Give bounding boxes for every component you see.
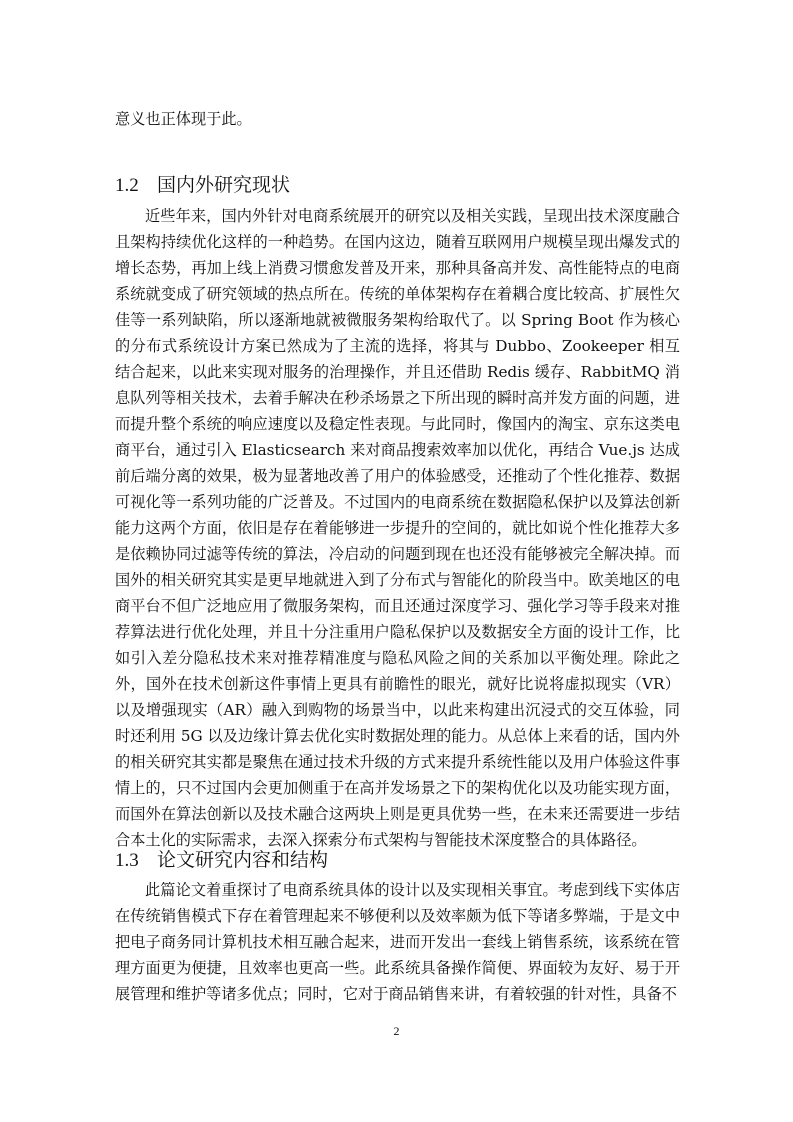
section-title: 论文研究内容和结构 xyxy=(157,849,329,871)
intro-line: 意义也正体现于此。 xyxy=(115,110,252,128)
section-title: 国内外研究现状 xyxy=(157,174,291,196)
section-heading-1-3 xyxy=(115,847,328,874)
section-heading-1-2 xyxy=(115,172,290,199)
section-1-3-paragraph: 此篇论文着重探讨了电商系统具体的设计以及实现相关事宜。考虑到线下实体店在传统销售模式下存在着管理起来不够便利以及效率颇为低下等诸多弊端，于是文中把电子商务同计算机技术相互融合起来，进而开发出一套线上销售系统，该系统在管理方面更为便捷，且效率也更高一些。此系统具备操作简便、界面较为友好、易于开展管理和维护等诸多优点；同时，它对于商品销售来讲，有着较强的针对性，具备不 xyxy=(115,881,680,1003)
section-1-2-paragraph: 近些年来，国内外针对电商系统展开的研究以及相关实践，呈现出技术深度融合且架构持续优化这样的一种趋势。在国内这边，随着互联网用户规模呈现出爆发式的增长态势，再加上线上消费习惯愈发普及开来，那种具备高并发、高性能特点的电商系统就变成了研究领域的热点所在。传统的单体架构存在着耦合度比较高、扩展性欠佳等一系列缺陷，所以逐渐地就被微服务架构给取代了。以 Spring Boot 作为核心的分布式系统设计方案已然成为了主流的选择，将其与 Dubbo、Zookeeper 相互结合起来，以此来实现对服务的治理操作，并且还借助 Redis 缓存、RabbitMQ 消息队列等相关技术，去着手解决在秒杀场景之下所出现的瞬时高并发方面的问题，进而提升整个系统的响应速度以及稳定性表现。与此同时，像国内的淘宝、京东这类电商平台，通过引入 Elasticsearch 来对商品搜索效率加以优化，再结合 Vue.js 达成前后端分离的效果，极为显著地改善了用户的体验感受，还推动了个性化推荐、数据可视化等一系列功能的广泛普及。不过国内的电商系统在数据隐私保护以及算法创新能力这两个方面，依旧是存在着能够进一步提升的空间的，就比如说个性化推荐大多是依赖协同过滤等传统的算法，冷启动的问题到现在也还没有能够被完全解决掉。而国外的相关研究其实是更早地就进入到了分布式与智能化的阶段当中。欧美地区的电商平台不但广泛地应用了微服务架构，而且还通过深度学习、强化学习等手段来对推荐算法进行优化处理，并且十分注重用户隐私保护以及数据安全方面的设计工作，比如引入差分隐私技术来对推荐精准度与隐私风险之间的关系加以平衡处理。除此之外，国外在技术创新这件事情上更具有前瞻性的眼光，就好比说将虚拟现实（VR）以及增强现实（AR）融入到购物的场景当中，以此来构建出沉浸式的交互体验，同时还利用 5G 以及边缘计算去优化实时数据处理的能力。从总体上来看的话，国内外的相关研究其实都是聚焦在通过技术升级的方式来提升系统性能以及用户体验这件事情上的，只不过国内会更加侧重于在高并发场景之下的架构优化以及功能实现方面，而国外在算法创新以及技术融合这两块上则是更具优势一些，在未来还需要进一步结合本土化的实际需求，去深入探索分布式架构与智能技术深度整合的具体路径。 xyxy=(115,207,680,849)
page-number: 2 xyxy=(393,1024,400,1038)
section-number: 1.2 xyxy=(115,175,139,196)
section-number: 1.3 xyxy=(115,850,139,871)
